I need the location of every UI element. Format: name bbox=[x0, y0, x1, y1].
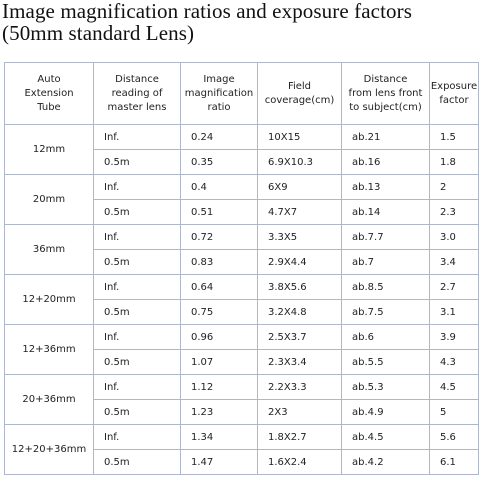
exposure-factor-cell: 3.1 bbox=[430, 300, 479, 325]
subject-distance-cell: ab.7.7 bbox=[342, 225, 430, 250]
magnification-cell: 0.64 bbox=[181, 275, 258, 300]
table-row bbox=[5, 425, 479, 450]
magnification-cell: 1.47 bbox=[181, 450, 258, 475]
exposure-factor-cell: 3.9 bbox=[430, 325, 479, 350]
magnification-cell: 1.07 bbox=[181, 350, 258, 375]
title-line-2: (50mm standard Lens) bbox=[2, 21, 195, 45]
distance-reading-cell: 0.5m bbox=[94, 400, 181, 425]
tube-cell: 12mm bbox=[5, 125, 94, 175]
subject-distance-cell: ab.8.5 bbox=[342, 275, 430, 300]
field-coverage-cell: 3.2X4.8 bbox=[258, 300, 342, 325]
subject-distance-cell: ab.4.5 bbox=[342, 425, 430, 450]
field-coverage-cell: 4.7X7 bbox=[258, 200, 342, 225]
subject-distance-cell: ab.5.3 bbox=[342, 375, 430, 400]
field-coverage-cell: 10X15 bbox=[258, 125, 342, 150]
distance-reading-cell: Inf. bbox=[94, 325, 181, 350]
magnification-cell: 0.96 bbox=[181, 325, 258, 350]
magnification-table bbox=[4, 62, 479, 475]
tube-cell: 12+20mm bbox=[5, 275, 94, 325]
field-coverage-cell: 3.3X5 bbox=[258, 225, 342, 250]
header-row bbox=[5, 63, 479, 125]
subject-distance-cell: ab.4.9 bbox=[342, 400, 430, 425]
field-coverage-cell: 3.8X5.6 bbox=[258, 275, 342, 300]
distance-reading-cell: 0.5m bbox=[94, 450, 181, 475]
table-row bbox=[5, 125, 479, 150]
field-coverage-cell: 2.3X3.4 bbox=[258, 350, 342, 375]
table-row bbox=[5, 225, 479, 250]
magnification-cell: 1.12 bbox=[181, 375, 258, 400]
header-exposure-factor: Exposure factor bbox=[430, 63, 479, 125]
distance-reading-cell: 0.5m bbox=[94, 150, 181, 175]
field-coverage-cell: 2.2X3.3 bbox=[258, 375, 342, 400]
exposure-factor-cell: 4.5 bbox=[430, 375, 479, 400]
exposure-factor-cell: 1.8 bbox=[430, 150, 479, 175]
distance-reading-cell: 0.5m bbox=[94, 350, 181, 375]
exposure-factor-cell: 2 bbox=[430, 175, 479, 200]
subject-distance-cell: ab.6 bbox=[342, 325, 430, 350]
tube-cell: 20mm bbox=[5, 175, 94, 225]
distance-reading-cell: Inf. bbox=[94, 275, 181, 300]
header-field-coverage: Field coverage(cm) bbox=[258, 63, 342, 125]
exposure-factor-cell: 3.4 bbox=[430, 250, 479, 275]
subject-distance-cell: ab.5.5 bbox=[342, 350, 430, 375]
distance-reading-cell: Inf. bbox=[94, 225, 181, 250]
subject-distance-cell: ab.7 bbox=[342, 250, 430, 275]
magnification-cell: 0.72 bbox=[181, 225, 258, 250]
field-coverage-cell: 1.8X2.7 bbox=[258, 425, 342, 450]
field-coverage-cell: 6X9 bbox=[258, 175, 342, 200]
magnification-cell: 0.51 bbox=[181, 200, 258, 225]
exposure-factor-cell: 2.7 bbox=[430, 275, 479, 300]
magnification-cell: 1.34 bbox=[181, 425, 258, 450]
field-coverage-cell: 2.9X4.4 bbox=[258, 250, 342, 275]
tube-cell: 12+20+36mm bbox=[5, 425, 94, 475]
subject-distance-cell: ab.7.5 bbox=[342, 300, 430, 325]
page-title bbox=[2, 0, 480, 44]
magnification-cell: 0.83 bbox=[181, 250, 258, 275]
title-line-1: Image magnification ratios and exposure factors bbox=[2, 0, 412, 23]
distance-reading-cell: 0.5m bbox=[94, 300, 181, 325]
exposure-factor-cell: 5.6 bbox=[430, 425, 479, 450]
table-row bbox=[5, 375, 479, 400]
exposure-factor-cell: 3.0 bbox=[430, 225, 479, 250]
subject-distance-cell: ab.14 bbox=[342, 200, 430, 225]
header-distance-reading: Distance reading of master lens bbox=[94, 63, 181, 125]
magnification-cell: 0.24 bbox=[181, 125, 258, 150]
tube-cell: 12+36mm bbox=[5, 325, 94, 375]
subject-distance-cell: ab.4.2 bbox=[342, 450, 430, 475]
field-coverage-cell: 2.5X3.7 bbox=[258, 325, 342, 350]
distance-reading-cell: Inf. bbox=[94, 175, 181, 200]
distance-reading-cell: 0.5m bbox=[94, 200, 181, 225]
field-coverage-cell: 2X3 bbox=[258, 400, 342, 425]
header-magnification-ratio: Image magnification ratio bbox=[181, 63, 258, 125]
magnification-cell: 0.35 bbox=[181, 150, 258, 175]
exposure-factor-cell: 2.3 bbox=[430, 200, 479, 225]
table-row bbox=[5, 325, 479, 350]
distance-reading-cell: Inf. bbox=[94, 375, 181, 400]
distance-reading-cell: 0.5m bbox=[94, 250, 181, 275]
tube-cell: 36mm bbox=[5, 225, 94, 275]
magnification-cell: 0.75 bbox=[181, 300, 258, 325]
exposure-factor-cell: 6.1 bbox=[430, 450, 479, 475]
magnification-cell: 0.4 bbox=[181, 175, 258, 200]
distance-reading-cell: Inf. bbox=[94, 425, 181, 450]
header-auto-extension-tube: Auto Extension Tube bbox=[5, 63, 94, 125]
subject-distance-cell: ab.16 bbox=[342, 150, 430, 175]
magnification-cell: 1.23 bbox=[181, 400, 258, 425]
table-row bbox=[5, 175, 479, 200]
exposure-factor-cell: 1.5 bbox=[430, 125, 479, 150]
exposure-factor-cell: 4.3 bbox=[430, 350, 479, 375]
tube-cell: 20+36mm bbox=[5, 375, 94, 425]
header-distance-to-subject: Distance from lens front to subject(cm) bbox=[342, 63, 430, 125]
exposure-factor-cell: 5 bbox=[430, 400, 479, 425]
field-coverage-cell: 1.6X2.4 bbox=[258, 450, 342, 475]
subject-distance-cell: ab.21 bbox=[342, 125, 430, 150]
subject-distance-cell: ab.13 bbox=[342, 175, 430, 200]
table-row bbox=[5, 275, 479, 300]
distance-reading-cell: Inf. bbox=[94, 125, 181, 150]
field-coverage-cell: 6.9X10.3 bbox=[258, 150, 342, 175]
